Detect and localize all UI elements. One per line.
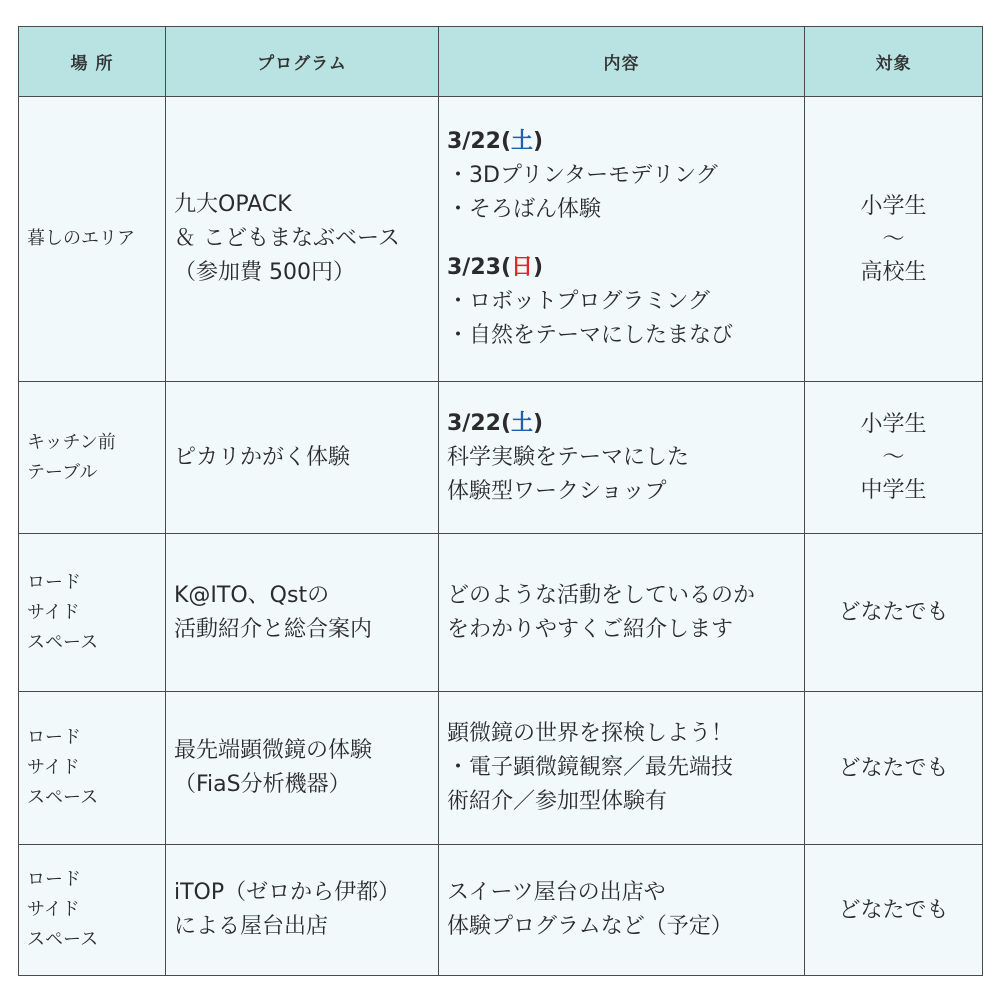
content-cell [439, 534, 805, 692]
table-row [19, 692, 983, 845]
program-text: による屋台出店 [174, 914, 329, 939]
target-cell [805, 692, 983, 845]
program-text: K@ITO、Qstの [174, 582, 330, 608]
content-cell [439, 97, 805, 382]
place-text: ロード [27, 571, 81, 593]
program-cell [166, 97, 439, 382]
content-text: 体験プログラムなど（予定） [447, 914, 733, 939]
place-text: キッチン前 [27, 431, 116, 453]
place-cell [19, 845, 166, 976]
content-item: ・そろばん体験 [447, 197, 602, 222]
table-row [19, 845, 983, 976]
saturday-label: 土 [511, 129, 534, 154]
place-cell [19, 692, 166, 845]
content-text: 術紹介／参加型体験有 [447, 789, 668, 814]
content-text: ・電子顕微鏡観察／最先端技 [447, 755, 734, 780]
target-text: 中学生 [860, 478, 927, 503]
target-cell [805, 534, 983, 692]
place-text: ロード [27, 869, 81, 890]
place-cell [19, 97, 166, 382]
program-text: 最先端顕微鏡の体験 [174, 738, 373, 763]
content-item: ・ロボットプログラミング [447, 289, 710, 314]
program-cell [166, 692, 439, 845]
content-text: どのような活動をしているのか [447, 582, 756, 608]
program-text: 活動紹介と総合案内 [174, 616, 373, 642]
place-text: スペース [27, 929, 99, 950]
target-text: 〜 [882, 445, 905, 470]
place-text: 暮しのエリア [27, 228, 135, 249]
header-program: プログラム [166, 27, 439, 97]
program-text: iTOP（ゼロから伊都） [174, 880, 401, 905]
schedule-table [18, 26, 983, 976]
content-text: 顕微鏡の世界を探検しよう！ [447, 721, 734, 746]
target-text: 小学生 [860, 412, 927, 437]
header-place: 場 所 [19, 27, 166, 97]
content-cell [439, 382, 805, 534]
target-text: 高校生 [860, 259, 927, 285]
place-cell [19, 382, 166, 534]
header-target: 対象 [805, 27, 983, 97]
content-item: ・3Dプリンターモデリング [447, 163, 718, 188]
place-text: サイド [27, 601, 80, 623]
sunday-label: 日 [511, 255, 534, 280]
table-row [19, 382, 983, 534]
target-text: どなたでも [838, 755, 949, 781]
program-text: （参加費 500円） [174, 260, 355, 285]
program-cell [166, 534, 439, 692]
content-cell [439, 692, 805, 845]
date-label: 3/22(土) [447, 129, 544, 154]
target-text: 小学生 [860, 193, 927, 219]
place-text: サイド [27, 757, 80, 778]
table-row [19, 97, 983, 382]
content-text: スイーツ屋台の出店や [447, 880, 666, 905]
content-cell [439, 845, 805, 976]
target-cell [805, 845, 983, 976]
content-item: ・自然をテーマにしたまなび [447, 323, 734, 348]
date-label: 3/23(日) [447, 255, 544, 280]
program-cell [166, 382, 439, 534]
program-text: 九大OPACK [174, 192, 292, 217]
saturday-label: 土 [511, 410, 534, 436]
place-text: スペース [27, 631, 99, 653]
place-text: ロード [27, 727, 81, 748]
table-row [19, 534, 983, 692]
target-cell [805, 382, 983, 534]
content-item: 科学実験をテーマにした [447, 444, 690, 470]
program-text: （FiaS分析機器） [174, 772, 351, 797]
date-label: 3/22(土) [447, 410, 544, 436]
header-row [19, 27, 983, 97]
target-text: どなたでも [838, 897, 949, 923]
content-text: をわかりやすくご紹介します [447, 616, 734, 642]
header-content: 内容 [439, 27, 805, 97]
place-text: サイド [27, 899, 80, 920]
program-cell [166, 845, 439, 976]
place-text: テーブル [27, 461, 98, 483]
place-cell [19, 534, 166, 692]
target-text: 〜 [882, 226, 905, 252]
program-text: ピカリかがく体験 [174, 444, 351, 470]
target-text: どなたでも [838, 600, 949, 625]
program-text: ＆ こどもまなぶベース [174, 226, 400, 251]
content-item: 体験型ワークショップ [447, 478, 667, 504]
place-text: スペース [27, 787, 99, 808]
target-cell [805, 97, 983, 382]
